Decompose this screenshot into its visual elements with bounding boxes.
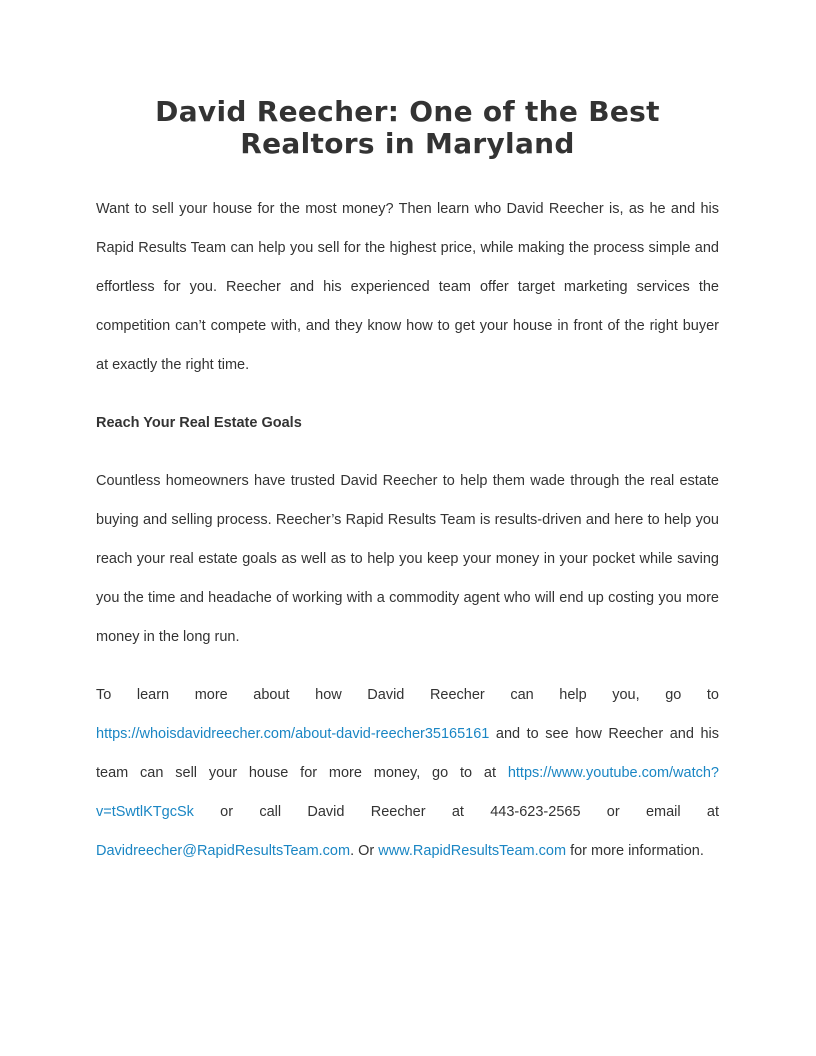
about-david-link[interactable]: https://whoisdavidreecher.com/about-david-reecher35165161 <box>96 726 490 742</box>
section-heading: Reach Your Real Estate Goals <box>96 415 302 431</box>
intro-paragraph: Want to sell your house for the most money? Then learn who David Reecher is, as he and his Rapid Results Team can help you sell for the highest price, while making the process simple and effortless for you. Reecher and his experienced team offer target marketing services the competition can’t compete with, and they know how to get your house in front of the right buyer at exactly the right time. <box>96 201 719 373</box>
website-link[interactable]: www.RapidResultsTeam.com <box>378 843 567 859</box>
youtube-link[interactable]: https://www.youtube.com/watch?v=tSwtlKTgcSk <box>96 765 719 820</box>
contact-text-5: for more information. <box>566 843 704 859</box>
contact-text-1: To learn more about how David Reecher can help you, go to <box>96 687 719 703</box>
homeowners-paragraph: Countless homeowners have trusted David Reecher to help them wade through the real estate buying and selling process. Reecher’s Rapid Results Team is results-driven and here to help you reach your real estate goals as well as to help you keep your money in your pocket while saving you the time and headache of working with a commodity agent who will end up costing you more money in the long run. <box>96 473 719 645</box>
contact-text-4: . Or <box>350 843 379 859</box>
document-title: David Reecher: One of the Best Realtors in Maryland <box>155 95 660 160</box>
document-page <box>96 0 719 871</box>
contact-text-3: or call David Reecher at 443-623-2565 or email at <box>193 804 719 820</box>
contact-text-2: and to see how Reecher and his team can sell your house for more money, go to at <box>96 726 719 781</box>
contact-paragraph <box>96 676 719 871</box>
email-link[interactable]: Davidreecher@RapidResultsTeam.com <box>96 843 351 859</box>
